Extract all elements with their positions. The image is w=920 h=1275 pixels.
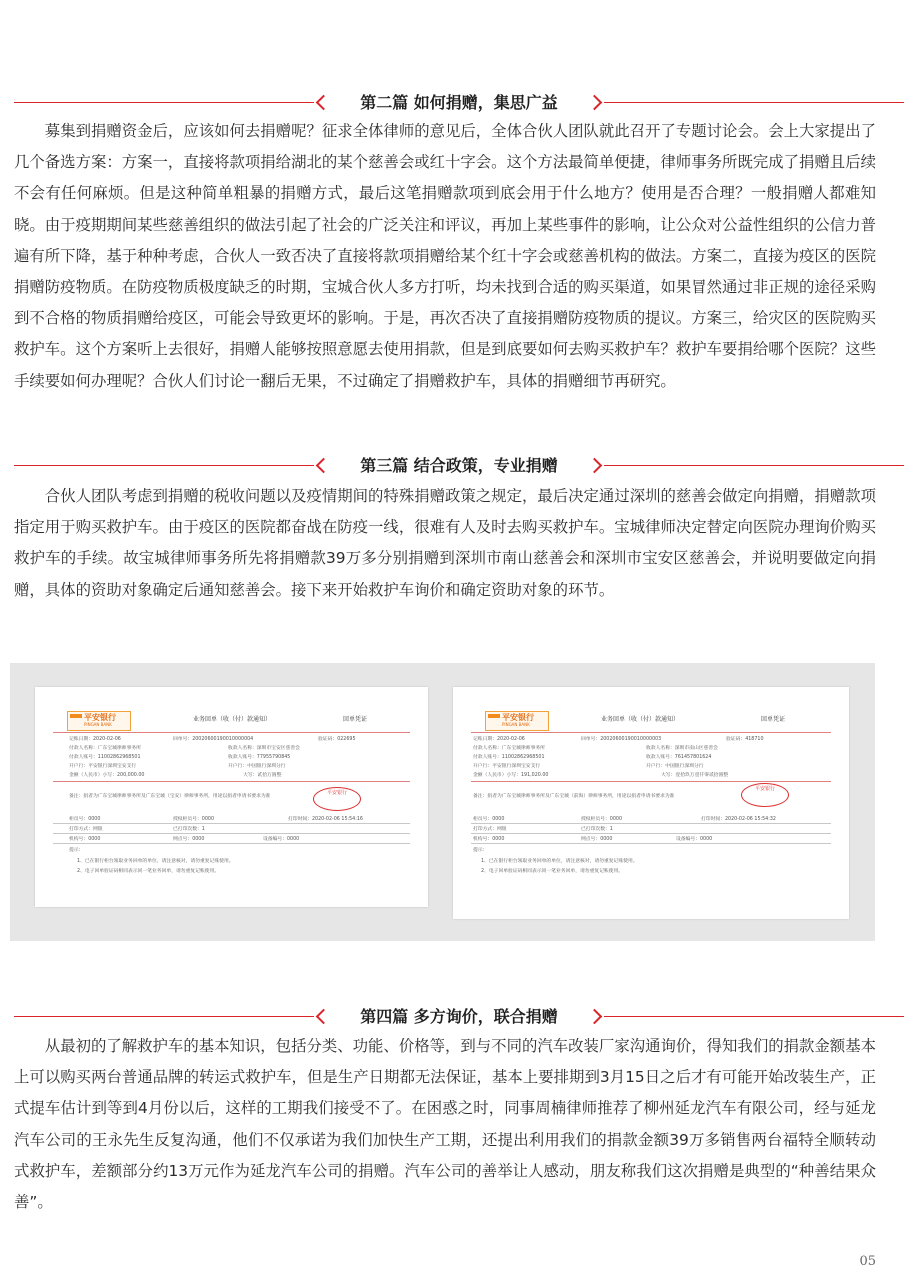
- receipt-rule: [53, 781, 410, 782]
- chevron-right-icon: [587, 95, 603, 111]
- section-title: 第二篇 如何捐赠，集思广益: [360, 93, 558, 112]
- receipt-rule: [53, 843, 410, 844]
- receipt-images-panel: [10, 663, 875, 941]
- chevron-right-icon: [587, 1009, 603, 1025]
- section-header-2: [14, 92, 904, 114]
- divider-line-right: [604, 102, 904, 103]
- receipt-rule: [471, 833, 831, 834]
- divider-line-left: [14, 465, 314, 466]
- receipt-rule: [471, 781, 831, 782]
- page-number: 05: [859, 1254, 876, 1269]
- chevron-left-icon: [316, 95, 332, 111]
- receipt-type: 回单凭证: [343, 716, 368, 723]
- bank-receipt-image: 平安银行 PINGAN BANK 业务回单（收（付）款通知） 回单凭证 记账日期：2020-02-06 回单号：20020600190010000004 验证码：022695 付款人名称：广东宝城律师事务所 收款人名称：深圳市宝安区慈善会 付款人账号：11002862968501 收款人账号：77955790845 开户行：平安银行深圳宝安支行 开户行：中国银行深圳分行 金额（人民币）小写：200,000.00 大写：贰拾万圆整 备注：捐者为广东宝城律师事务所及广东宝城（宝安）律师事务所，用途以捐者申请书要求为准 平安银行 柜员号：0000 授权柜员号：0000 打印时间：2020-02-06 15:54:16 打印方式：网银 已打印次数：1 机构号：0000 网点号：0000 设备编号：0000 提示： 1、已在银行柜台领取业务回单的单位，请注意核对，请勿重复记账使用。 2、电子回单验证码相同表示同一笔业务回单，请勿重复记账使用。: [35, 687, 428, 907]
- divider-line-right: [604, 1016, 904, 1017]
- receipt-title: 业务回单（收（付）款通知）: [193, 716, 272, 723]
- receipt-rule: [471, 732, 831, 733]
- section-header-3: [14, 455, 904, 477]
- bank-logo: 平安银行 PINGAN BANK: [67, 711, 131, 731]
- receipt-rule: [471, 823, 831, 824]
- section-header-4: [14, 1006, 904, 1028]
- chevron-right-icon: [587, 458, 603, 474]
- section-paragraph: 合伙人团队考虑到捐赠的税收问题以及疫情期间的特殊捐赠政策之规定，最后决定通过深圳的慈善会做定向捐赠，捐赠款项指定用于购买救护车。由于疫区的医院都奋战在防疫一线，很难有人及时去购买救护车。宝城律师决定替定向医院办理询价购买救护车的手续。故宝城律师事务所先将捐赠款39万多分别捐赠到深圳市南山慈善会和深圳市宝安区慈善会，并说明要做定向捐赠，具体的资助对象确定后通知慈善会。接下来开始救护车询价和确定资助对象的环节。: [14, 487, 876, 599]
- chevron-left-icon: [316, 458, 332, 474]
- receipt-rule: [53, 823, 410, 824]
- receipt-rule: [471, 843, 831, 844]
- section-title: 第四篇 多方询价，联合捐赠: [360, 1007, 558, 1026]
- receipt-rule: [53, 732, 410, 733]
- receipt-title: 业务回单（收（付）款通知）: [601, 716, 680, 723]
- bank-stamp: 平安银行: [741, 783, 789, 807]
- divider-line-right: [604, 465, 904, 466]
- bank-logo: 平安银行 PINGAN BANK: [485, 711, 549, 731]
- section-title: 第三篇 结合政策，专业捐赠: [360, 456, 558, 475]
- bank-logo-icon: [488, 714, 500, 718]
- section-paragraph: 募集到捐赠资金后，应该如何去捐赠呢？征求全体律师的意见后，全体合伙人团队就此召开了专题讨论会。会上大家提出了几个备选方案：方案一，直接将款项捐给湖北的某个慈善会或红十字会。这个方法最简单便捷，律师事务所既完成了捐赠且后续不会有任何麻烦。但是这种简单粗暴的捐赠方式，最后这笔捐赠款项到底会用于什么地方？使用是否合理？一般捐赠人都难知晓。由于疫期期间某些慈善组织的做法引起了社会的广泛关注和评议，再加上某些事件的影响，让公众对公益性组织的公信力普遍有所下降，基于种种考虑，合伙人一致否决了直接将款项捐赠给某个红十字会或慈善机构的做法。方案二，直接为疫区的医院捐赠防疫物质。在防疫物质极度缺乏的时期，宝城合伙人多方打听，均未找到合适的购买渠道，如果冒然通过非正规的途径采购到不合格的物质捐赠给疫区，可能会导致更坏的影响。于是，再次否决了直接捐赠防疫物质的提议。方案三，给灾区的医院购买救护车。这个方案听上去很好，捐赠人能够按照意愿去使用捐款，但是到底要如何去购买救护车？救护车要捐给哪个医院？这些手续要如何办理呢？合伙人们讨论一翻后无果，不过确定了捐赠救护车，具体的捐赠细节再研究。: [14, 122, 876, 390]
- section-paragraph: 从最初的了解救护车的基本知识，包括分类、功能、价格等，到与不同的汽车改装厂家沟通询价，得知我们的捐款金额基本上可以购买两台普通品牌的转运式救护车，但是生产日期都无法保证，基本上要排期到3月15日之后才有可能开始改装生产，正式提车估计到等到4月份以后，这样的工期我们接受不了。在困惑之时，同事周楠律师推荐了柳州延龙汽车有限公司，经与延龙汽车公司的王永先生反复沟通，他们不仅承诺为我们加快生产工期，还提出利用我们的捐款金额39万多销售两台福特全顺转动式救护车，差额部分约13万元作为延龙汽车公司的捐赠。汽车公司的善举让人感动，朋友称我们这次捐赠是典型的“种善结果众善”。: [14, 1037, 876, 1212]
- bank-logo-icon: [70, 714, 82, 718]
- bank-receipt-image: 平安银行 PINGAN BANK 业务回单（收（付）款通知） 回单凭证 记账日期：2020-02-06 回单号：20020600190010000003 验证码：418710 付款人名称：广东宝城律师事务所 收款人名称：深圳市南山区慈善会 付款人账号：11002862968501 收款人账号：761457801624 开户行：平安银行深圳宝安支行 开户行：中国银行深圳分行 金额（人民币）小写：191,020.00 大写：壹拾玖万壹仟零贰拾圆整 备注：捐者为广东宝城律师事务所及广东宝城（前海）律师事务所，用途以捐者申请书要求为准 平安银行 柜员号：0000 授权柜员号：0000 打印时间：2020-02-06 15:54:32 打印方式：网银 已打印次数：1 机构号：0000 网点号：0000 设备编号：0000 提示： 1、已在银行柜台领取业务回单的单位，请注意核对，请勿重复记账使用。 2、电子回单验证码相同表示同一笔业务回单，请勿重复记账使用。: [453, 687, 849, 919]
- divider-line-left: [14, 102, 314, 103]
- receipt-rule: [53, 833, 410, 834]
- divider-line-left: [14, 1016, 314, 1017]
- chevron-left-icon: [316, 1009, 332, 1025]
- bank-stamp: 平安银行: [313, 787, 361, 811]
- receipt-type: 回单凭证: [761, 716, 786, 723]
